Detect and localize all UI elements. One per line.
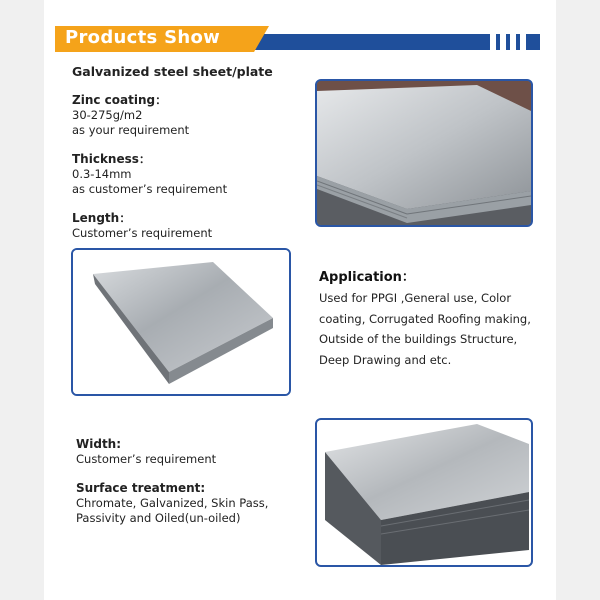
length-label: Length：: [72, 211, 132, 225]
application-line: coating, Corrugated Roofing making,: [319, 311, 531, 326]
surface-treatment-line: Chromate, Galvanized, Skin Pass,: [76, 496, 269, 510]
application-text: [319, 288, 547, 370]
banner-stripes: [490, 34, 526, 50]
zinc-coating-label: Zinc coating：: [72, 93, 168, 107]
products-show-banner: [55, 26, 540, 52]
zinc-coating-note: as your requirement: [72, 123, 190, 137]
surface-treatment-line: Passivity and Oiled(un-oiled): [76, 511, 241, 525]
width-label: Width:: [76, 437, 122, 451]
sheet-closeup-photo: [315, 418, 533, 567]
banner-title: Products Show: [65, 27, 221, 48]
length-value: Customer’s requirement: [72, 226, 213, 240]
application-line: Outside of the buildings Structure,: [319, 332, 518, 346]
single-sheet-photo: [71, 248, 291, 396]
application-line: Used for PPGI ,General use, Color: [319, 291, 512, 305]
product-name: Galvanized steel sheet/plate: [72, 64, 273, 79]
sheet-stack-photo: [315, 79, 533, 227]
thickness-label: Thickness：: [72, 152, 151, 166]
zinc-coating-value: 30-275g/m2: [72, 108, 143, 122]
thickness-value: 0.3-14mm: [72, 167, 132, 181]
application-line: Deep Drawing and etc.: [319, 352, 452, 367]
application-label: Application：: [319, 270, 415, 285]
surface-treatment-label: Surface treatment:: [76, 481, 206, 495]
thickness-note: as customer’s requirement: [72, 182, 228, 196]
width-value: Customer’s requirement: [76, 452, 217, 466]
